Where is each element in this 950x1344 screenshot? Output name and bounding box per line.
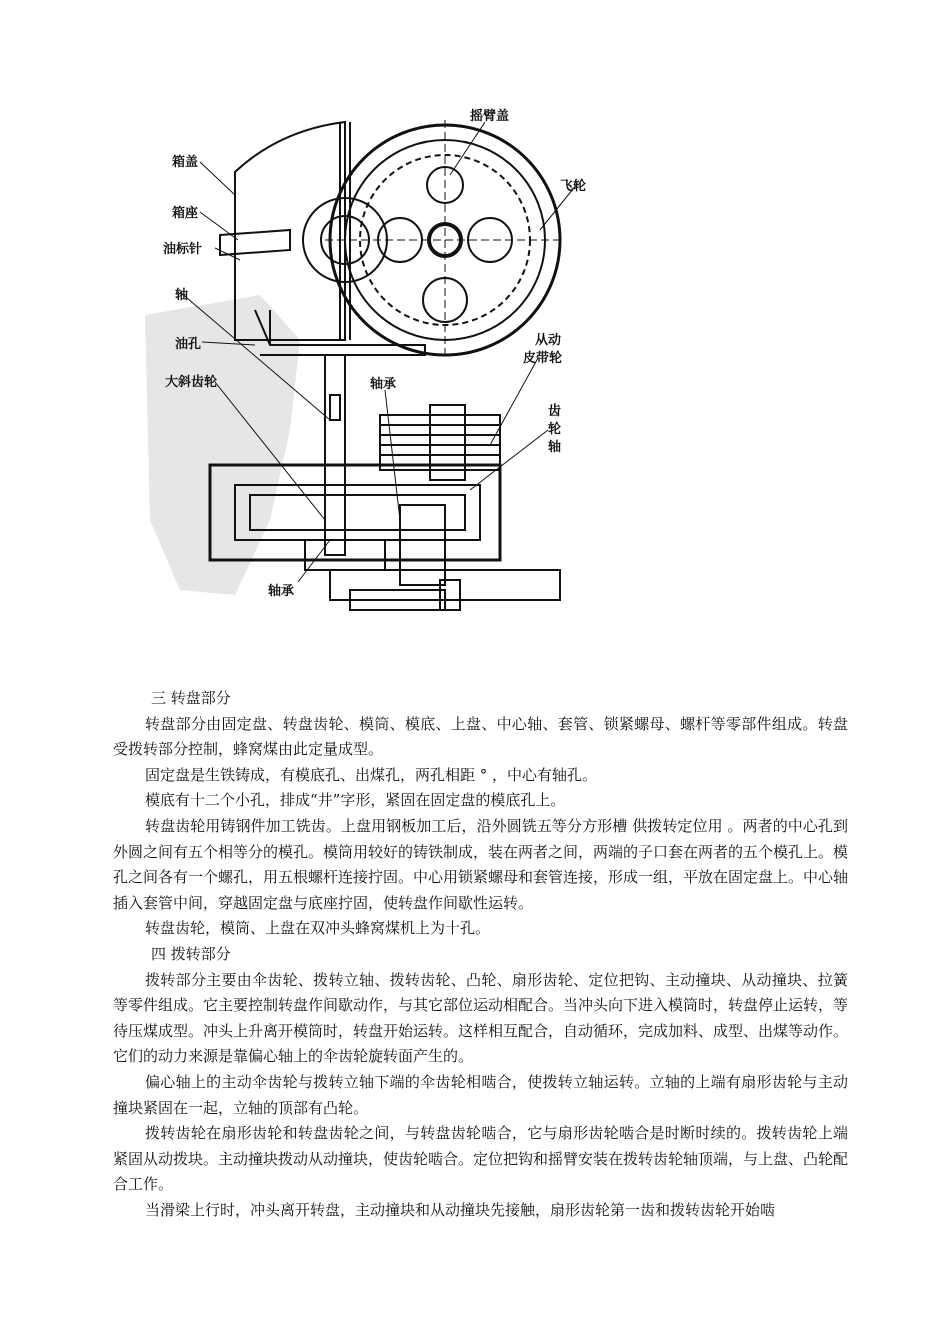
- paragraph: 模底有十二个小孔，排成“井”字形，紧固在固定盘的模底孔上。: [145, 791, 566, 810]
- label-box-base: 箱座: [172, 206, 199, 221]
- paragraph: 转盘齿轮，模筒、上盘在双冲头蜂窝煤机上为十孔。: [145, 919, 491, 938]
- paragraph: 当滑梁上行时，冲头离开转盘，主动撞块和从动撞块先接触，扇形齿轮第一齿和拨转齿轮开始啮: [145, 1200, 776, 1219]
- mechanical-drawing: [140, 100, 610, 620]
- body-text: [113, 686, 848, 1223]
- label-gear-shaft-1: 齿: [548, 404, 562, 419]
- label-bearing-lower: 轴承: [268, 584, 295, 599]
- paragraph: 拨转部分主要由伞齿轮、拨转立轴、拨转齿轮、凸轮、扇形齿轮、定位把钩、主动撞块、从动撞块、拉簧等零件组成。它主要控制转盘作间歇动作，与其它部位运动相配合。当冲头向下进入模筒时，转盘停止运转，等待压煤成型。冲头上升离开模筒时，转盘开始运转。这样相互配合，自动循环，完成加料、成型、出煤等动作。它们的动力来源是靠偏心轴上的伞齿轮旋转面产生的。: [113, 970, 849, 1066]
- paragraph: 固定盘是生铁铸成，有模底孔、出煤孔，两孔相距 ° ，中心有轴孔。: [145, 765, 598, 784]
- paragraph: 转盘部分由固定盘、转盘齿轮、模筒、模底、上盘、中心轴、套管、锁紧螺母、螺杆等零部件组成。转盘受拨转部分控制，蜂窝煤由此定量成型。: [113, 714, 848, 759]
- label-shaft: 轴: [175, 288, 189, 303]
- section-heading-3: 三 转盘部分: [151, 689, 231, 707]
- paragraph: 拨转齿轮在扇形齿轮和转盘齿轮之间，与转盘齿轮啮合，它与扇形齿轮啮合是时断时续的。拨转齿轮上端紧固从动拨块。主动撞块拨动从动撞块，使齿轮啮合。定位把钩和摇臂安装在拨转齿轮轴顶端，与上盘、凸轮配合工作。: [113, 1124, 849, 1194]
- label-box-cover: 箱盖: [172, 155, 199, 170]
- label-driven-pulley-1: 从动: [535, 333, 562, 348]
- label-oil-hole: 油孔: [175, 337, 202, 352]
- label-big-bevel-gear: 大斜齿轮: [165, 375, 218, 390]
- label-flywheel: 飞轮: [560, 179, 587, 194]
- label-oil-gauge: 油标针: [163, 242, 203, 257]
- label-gear-shaft-2: 轮: [548, 422, 562, 437]
- paragraph: 转盘齿轮用铸钢件加工铣齿。上盘用钢板加工后，沿外圆铣五等分方形槽 供拨转定位用 。两者的中心孔到外圆之间有五个相等分的模孔。模筒用较好的铸铁制成，装在两者之间，两端的子口套在两者的五个模孔上。模孔之间各有一个螺孔，用五根螺杆连接拧固。中心用锁紧螺母和套管连接，形成一组，平放在固定盘上。中心轴插入套管中间，穿越固定盘与底座拧固，使转盘作间歇性运转。: [113, 816, 849, 912]
- label-top-cut: 摇臂盖: [470, 109, 510, 124]
- paragraph: 偏心轴上的主动伞齿轮与拨转立轴下端的伞齿轮相啮合，使拨转立轴运转。立轴的上端有扇形齿轮与主动撞块紧固在一起，立轴的顶部有凸轮。: [113, 1072, 848, 1117]
- label-gear-shaft-3: 轴: [548, 440, 562, 455]
- section-heading-4: 四 拨转部分: [151, 944, 231, 963]
- label-driven-pulley-2: 皮带轮: [523, 351, 563, 366]
- label-bearing-upper: 轴承: [370, 377, 397, 392]
- vertical-shaft: [325, 355, 345, 555]
- driven-pulley: [380, 415, 500, 470]
